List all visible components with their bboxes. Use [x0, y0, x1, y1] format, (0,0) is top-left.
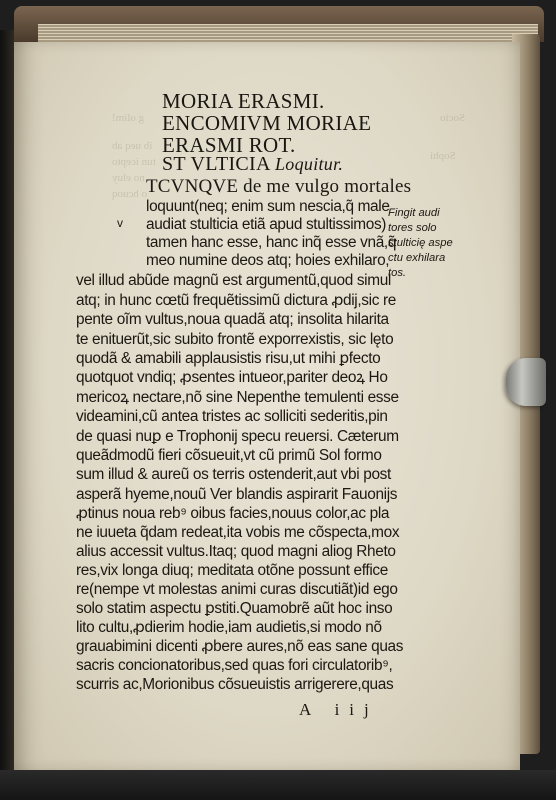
text-line: meo numine deos atq; hoies exhilaro,: [146, 252, 390, 269]
signature-mark: A iij: [299, 700, 379, 719]
text-line: atq; in hunc cœtũ frequẽtissimũ dictura ꝓdij,sic re: [76, 292, 396, 309]
author-line: ERASMI ROT.: [162, 133, 296, 157]
running-title: MORIA ERASMI.: [162, 89, 325, 113]
marginal-gloss-line: tores solo: [388, 222, 437, 234]
bleed-line: Socio: [440, 112, 466, 124]
text-line: quodã & amabili applausistis risu,ut mihi ꝑfecto: [76, 350, 381, 367]
bleed-line: tun icepto: [112, 156, 156, 168]
text-line: queãdmodũ fieri cõsueuit,vt cũ primũ Sol formo: [76, 447, 382, 464]
text-line: grauabimini dicenti ꝓbere aures,nõ eas sane quas: [76, 638, 404, 655]
speaker-heading: [162, 153, 343, 176]
text-line: ne iuueta q̃dam redeat,ita vobis me cõspecta,mox: [76, 524, 400, 541]
bleed-line: no eluy: [112, 172, 145, 184]
text-line: pente oĩm vultus,noua quadã atq; insolita hilarita: [76, 311, 389, 328]
bleed-line: Sophi: [430, 150, 456, 162]
text-line: lito cultu,ꝓdierim hodie,iam audietis,si modo nõ: [76, 619, 382, 636]
bleed-line: o hcuoq: [112, 188, 148, 200]
text-line: res,vix longa diuq; meditata otõne possunt effice: [76, 562, 388, 579]
text-line: re(nempe vt molestas animi curas discutiãt)id ego: [76, 581, 398, 598]
marginal-gloss-line: Fingit audi: [388, 207, 440, 219]
text-line: videamini,cũ antea tristes ac solliciti sederitis,pin: [76, 408, 388, 425]
bleed-line: ib ueq ab: [112, 140, 153, 152]
speaker-verb: Loquitur.: [274, 154, 344, 174]
text-line: TCVNQVE de me vulgo mortales: [146, 176, 412, 197]
margin-letter: v: [117, 216, 123, 230]
text-line: ꝓtinus noua reb⁹ oibus facies,nouus color,ac pla: [76, 505, 390, 522]
bottom-edge: [0, 770, 556, 800]
text-line: sacris concionatoribus,sed quas fori circulatorib⁹,: [76, 657, 393, 674]
text-line: quotquot vndiq; ꝓsentes intueor,pariter deoꝝ Ho: [76, 369, 388, 386]
text-line: scurris ac,Morionibus cõsueuistis arrigerere,quas: [76, 676, 394, 693]
page-clip: [506, 358, 546, 406]
speaker-name: ST VLTICIA: [162, 153, 270, 175]
text-line: vel illud abũde magnũ est argumentũ,quod simul: [76, 272, 392, 289]
marginal-gloss-line: ctu exhilara: [388, 252, 446, 264]
text-line: mericoꝝ nectare,nõ sine Nepenthe temulenti esse: [76, 389, 399, 406]
text-line: asperã hyeme,nouũ Ver blandis aspirarit Fauonijs: [76, 486, 398, 503]
text-line: solo statim aspectu ꝑstiti.Quamobrẽ aũt hoc inso: [76, 600, 393, 617]
text-line: audiat stulticia etiã apud stultissimos): [146, 216, 387, 233]
text-line: alius accessit vultus.Itaq; quod magni aliog Rheto: [76, 543, 396, 560]
text-line: de quasi nuꝑ e Trophonij specu reuersi. Cæterum: [76, 428, 399, 445]
text-line: loquunt(neq; enim sum nescia,q̃ male: [146, 198, 390, 215]
text-line: tamen hanc esse, hanc inq̃ esse vnã,q̃: [146, 234, 397, 251]
text-line: te enituerũt,sic subito frontẽ exporrexistis, sic lęto: [76, 331, 394, 348]
text-line: sum illud & aureũ os terris ostenderit,aut vbi post: [76, 466, 391, 483]
marginal-gloss-line: tos.: [388, 267, 407, 279]
work-title: ENCOMIVM MORIAE: [162, 111, 372, 135]
marginal-gloss-line: stulticię aspe: [388, 237, 453, 249]
bleed-line: g olim!: [112, 112, 145, 124]
